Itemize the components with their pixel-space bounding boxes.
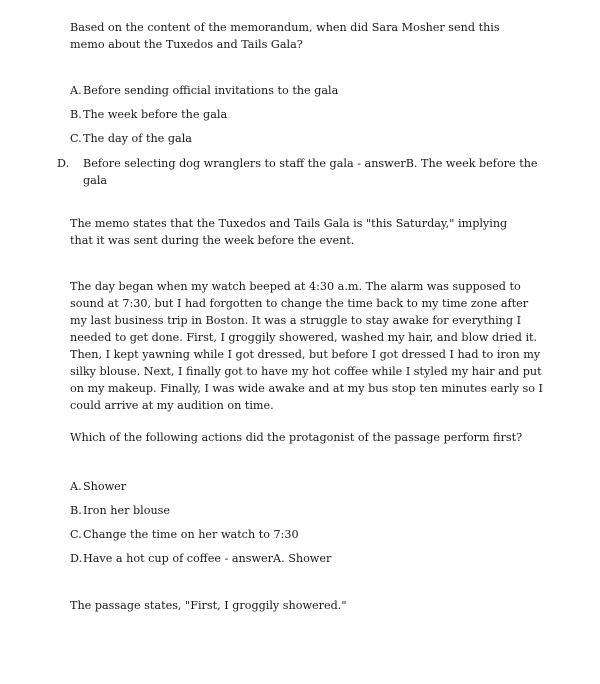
- question-2-explanation: The passage states, "First, I groggily showered.": [70, 599, 347, 612]
- option-text: Change the time on her watch to 7:30: [83, 528, 299, 541]
- question-2-option-a: [70, 478, 540, 495]
- option-text: Iron her blouse: [83, 504, 171, 517]
- question-1-option-d: [57, 155, 545, 189]
- question-2-option-c: [70, 526, 540, 543]
- question-1-option-c: [70, 130, 540, 147]
- option-text: Shower: [83, 480, 127, 493]
- option-letter: B.: [70, 504, 82, 517]
- option-letter: C.: [70, 132, 82, 145]
- option-text: The week before the gala: [83, 108, 228, 121]
- option-text: Before sending official invitations to the gala: [83, 84, 339, 97]
- question-2-option-b: [70, 502, 540, 519]
- option-text: Have a hot cup of coffee - answerA. Shower: [83, 552, 332, 565]
- option-text: Before selecting dog wranglers to staff the gala - answerB. The week before the gala: [83, 157, 538, 187]
- option-letter: D.: [57, 157, 70, 170]
- question-2-option-d: [70, 550, 540, 567]
- option-letter: A.: [70, 480, 82, 493]
- question-1-option-b: [70, 106, 540, 123]
- question-1-option-a: [70, 82, 540, 99]
- option-text: The day of the gala: [83, 132, 192, 145]
- option-letter: D.: [70, 552, 83, 565]
- reading-passage: The day began when my watch beeped at 4:30 a.m. The alarm was supposed to sound at 7:30, but I had forgotten to change the time back to my time zone after my last business trip in Boston. It was a struggle to stay awake for everything I needed to get done. First, I groggily showered, washed my hair, and blow dried it. Then, I kept yawning while I got dressed, but before I got dressed I had to iron my silky blouse. Next, I finally got to have my hot coffee while I styled my hair and put on my makeup. Finally, I was wide awake and at my bus stop ten minutes early so I could arrive at my audition on time.: [70, 280, 543, 412]
- question-2-text: Which of the following actions did the protagonist of the passage perform first?: [70, 431, 523, 444]
- option-letter: C.: [70, 528, 82, 541]
- option-letter: B.: [70, 108, 82, 121]
- option-letter: A.: [70, 84, 82, 97]
- question-1-text: Based on the content of the memorandum, when did Sara Mosher send this memo about the Tuxedos and Tails Gala?: [70, 21, 500, 51]
- question-1-explanation: The memo states that the Tuxedos and Tails Gala is "this Saturday," implying that it was sent during the week before the event.: [70, 217, 508, 247]
